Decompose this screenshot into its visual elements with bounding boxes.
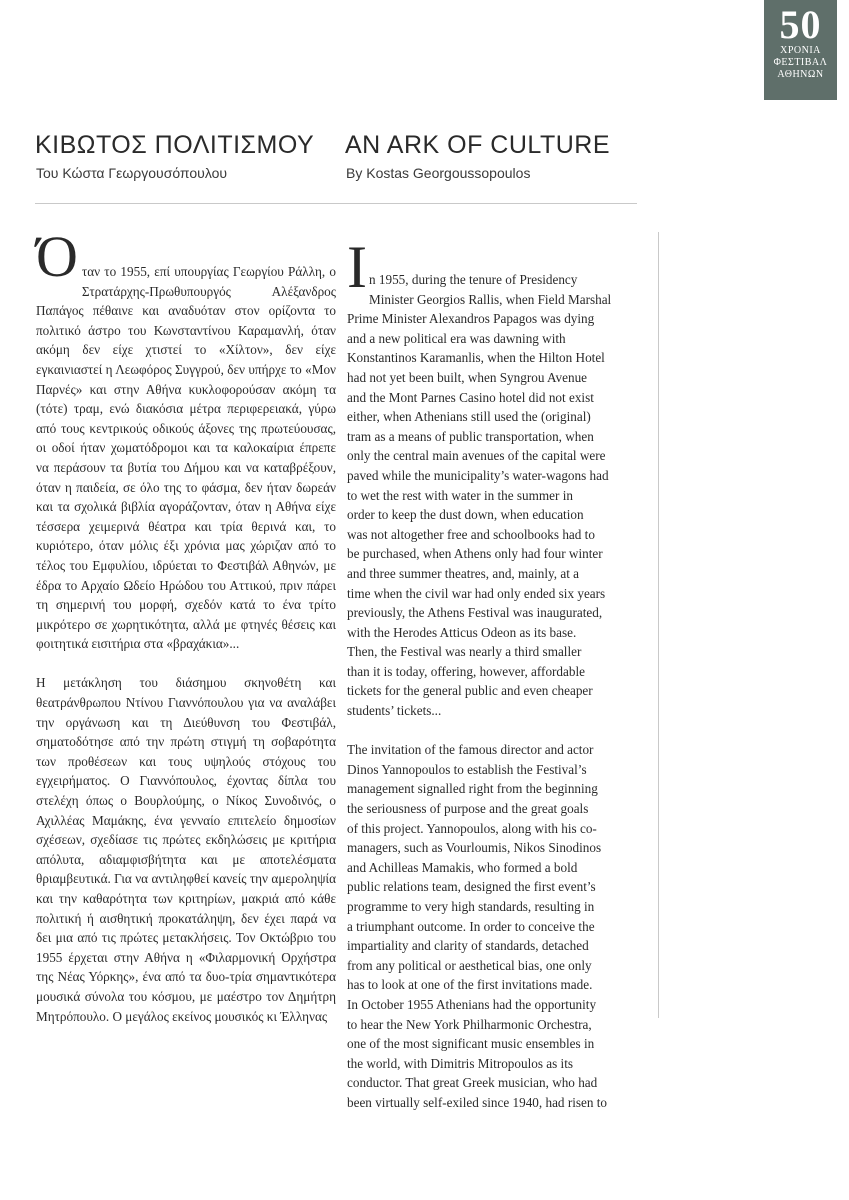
english-paragraph-1-line: tram as a means of public transportation, when bbox=[347, 428, 594, 444]
english-paragraph-1-line: Prime Minister Alexandros Papagos was dying bbox=[347, 311, 595, 327]
english-paragraph-1-line: time when the civil war had only ended six years bbox=[347, 585, 606, 601]
english-paragraph-2-line: one of the most significant music ensembles in bbox=[347, 1036, 595, 1052]
english-paragraph-1-line: be purchased, when Athens only had four winter bbox=[347, 546, 603, 562]
english-title: AN ARK OF CULTURE bbox=[345, 131, 611, 159]
english-paragraph-1-line: and three summer theatres, and, mainly, at a bbox=[347, 565, 580, 581]
english-paragraph-2-line: to hear the New York Philharmonic Orchestra, bbox=[347, 1016, 592, 1032]
english-paragraph-1-text bbox=[347, 272, 611, 718]
english-paragraph-2-line: In October 1955 Athenians had the opportunity bbox=[347, 996, 597, 1012]
greek-byline: Του Κώστα Γεωργουσόπουλου bbox=[36, 165, 228, 181]
english-paragraph-1-line: than it is today, offering, however, affordable bbox=[347, 663, 585, 679]
english-paragraph-1-line: n 1955, during the tenure of Presidency bbox=[368, 272, 578, 287]
english-paragraph-2-line: managers, such as Vourloumis, Nikos Sinodinos bbox=[347, 840, 602, 856]
greek-title: ΚΙΒΩΤΟΣ ΠΟΛΙΤΙΣΜΟΥ bbox=[35, 131, 315, 159]
greek-paragraph-2: Η μετάκληση του διάσημου σκηνοθέτη και θεατράνθρωπου Ντίνου Γιαννόπουλου για να αναλάβει την οργάνωση και τη Διεύθυνση του Φεστιβάλ, σηματοδότησε από την πρώτη στιγμή τη σοβαρότητα των προθέσεων και τους υψηλούς στόχους του εγχειρήματος. Ο Γιαννόπουλος, έχοντας δίπλα του στελέχη όπως ο Βουρλούμης, ο Νίκος Συνοδινός, ο Αχιλλέας Μαμάκης, ένα γενναίο επιτελείο δημοσίων σχέσεων, σχεδίασε τις πρώτες εκδηλώσεις με κριτήρια απόλυτα, αδιαμφισβήτητα και με αποτελέσματα θριαμβευτικά. Για να αντιληφθεί κανείς την αμεροληψία και την καθαρότητα των κριτηρίων, μακριά από κάθε πολιτική ή αισθητική προκατάληψη, δεν έχει παρά να δει μια από τις πρώτες μετακλήσεις. Τον Οκτώβριο του 1955 έρχεται στην Αθήνα η «Φιλαρμονική Ορχήστρα της Νέας Υόρκης», ένα από τα δυο-τρία σημαντικότερα μουσικά σύνολα του κόσμου, με μαέστρο τον Δημήτρη Μητρόπουλο. Ο μεγάλος εκείνος μουσικός κι Έλληνας bbox=[36, 675, 336, 1024]
english-paragraph-2-line: impartiality and clarity of standards, detached bbox=[347, 938, 589, 954]
english-paragraph-1-line: was not altogether free and schoolbooks had to bbox=[347, 526, 595, 542]
greek-article bbox=[36, 224, 336, 1026]
english-paragraph-2-line: programme to very high standards, resulting in bbox=[347, 899, 595, 914]
english-byline: By Kostas Georgoussopoulos bbox=[346, 165, 531, 181]
english-paragraph-1-line: paved while the municipality’s water-wagons had bbox=[347, 467, 609, 483]
english-paragraph-1-line: Minister Georgios Rallis, when Field Marshal bbox=[368, 291, 612, 307]
english-paragraph-1-line: and the Mont Parnes Casino hotel did not exist bbox=[347, 389, 594, 405]
english-paragraph-1-line: had not yet been built, when Syngrou Avenue bbox=[347, 369, 588, 385]
english-paragraph-2-line: public relations team, designed the first event’s bbox=[347, 879, 596, 895]
english-paragraph-2-line: conductor. That great Greek musician, who had bbox=[347, 1075, 598, 1091]
english-paragraph-1-line: tickets for the general public and even cheaper bbox=[347, 683, 593, 699]
english-paragraph-2-line: a triumphant outcome. In order to conceive the bbox=[347, 918, 595, 934]
english-paragraph-2-line: the seriousness of purpose and the great goals bbox=[347, 801, 589, 817]
english-paragraph-1-line: and a new political era was dawning with bbox=[347, 330, 566, 346]
english-article bbox=[347, 234, 639, 1113]
english-paragraph-2-line: the world, with Dimitris Mitropoulos as its bbox=[347, 1055, 574, 1071]
english-paragraph-1-line: only the central main avenues of the capital were bbox=[347, 448, 606, 464]
english-paragraph-1-line: either, when Athenians still used the (original) bbox=[347, 409, 591, 425]
english-paragraph-2-line: The invitation of the famous director and actor bbox=[347, 742, 594, 758]
english-paragraph-2-line: has to look at one of the first invitations made. bbox=[347, 977, 593, 993]
english-paragraph-1-line: to wet the rest with water in the summer in bbox=[347, 487, 573, 503]
english-paragraph-1-line: Konstantinos Karamanlis, when the Hilton Hotel bbox=[347, 350, 605, 366]
badge-number: 50 bbox=[779, 2, 822, 47]
badge-line-3: ΑΘΗΝΩΝ bbox=[777, 69, 824, 80]
english-paragraph-1-line: students’ tickets... bbox=[347, 703, 442, 719]
greek-paragraph-1-text: ταν το 1955, επί υπουργίας Γεωργίου Ράλλη, ο Στρατάρχης-Πρωθυπουργός Αλέξανδρος Παπάγος πέθαινε και αναδυόταν στον ορίζοντα το πολιτικό άστρο του Κωνσταντίνου Καραμανλή, όταν ακόμη δεν είχε χτιστεί το «Χίλτον», δεν είχε εγκαινιαστεί η Λεωφόρος Συγγρού, δεν υπήρχε το «Μον Παρνές» και στην Αθήνα κυκλοφορούσαν ακόμη τα (τότε) τραμ, ενώ διακόσια μέτρα περιφερειακά, γύρω από τους κεντρικούς οδικούς άξονες της πρωτεύουσας, οι οδοί ήταν χωματόδρομοι και τα καλοκαίρια έπρεπε να περάσουν τα βυτία του Δήμου και να καταβρέξουν, όταν η παιδεία, σε όλο της το φάσμα, δεν ήταν δωρεάν και τα σχολικά βιβλία αγοράζονταν, όταν η Αθήνα είχε τέσσερα χειμερινά θέατρα και τρία θερινά και, το κυριότερο, όταν μόλις έξι χρόνια μας χώριζαν από το τέλος του Εμφυλίου, ιδρύεται το Φεστιβάλ Αθηνών, με έδρα το Αρχαίο Ωδείο Ηρώδου του Αττικού, πριν πάρει τη σημερινή του μορφή, σχεδόν κατά το ένα τρίτο μικρότερο σε χωρητικότητα, αλλά με φτηνές θέσεις και φοιτητικά εισιτήρια στα «βραχάκια»... bbox=[36, 264, 336, 652]
english-paragraph-2-line: been virtually self-exiled since 1940, had risen to bbox=[347, 1094, 608, 1110]
english-paragraph-2-line: management signalled right from the beginning bbox=[347, 781, 598, 797]
english-paragraph-2-line: Dinos Yannopoulos to establish the Festival’s bbox=[347, 761, 587, 777]
english-paragraph-2-line: of this project. Yannopoulos, along with his co- bbox=[347, 820, 597, 836]
anniversary-badge bbox=[764, 0, 837, 100]
english-dropcap: I bbox=[347, 234, 367, 300]
english-paragraph-1-line: with the Herodes Atticus Odeon as its base. bbox=[347, 624, 577, 640]
badge-line-1: ΧΡΟΝΙΑ bbox=[780, 45, 821, 56]
english-paragraph-2-line: from any political or aesthetical bias, one only bbox=[347, 957, 592, 973]
badge-line-2: ΦΕΣΤΙΒΑΛ bbox=[773, 57, 828, 68]
column-divider bbox=[658, 232, 659, 1018]
english-paragraph-2-line: and Achilleas Mamakis, who formed a bold bbox=[347, 859, 578, 875]
english-paragraph-1-line: order to keep the dust down, when education bbox=[347, 507, 584, 523]
english-paragraph-1 bbox=[347, 234, 639, 721]
header-divider bbox=[35, 203, 637, 204]
english-paragraph-1-line: Then, the Festival was nearly a third smaller bbox=[347, 644, 582, 660]
english-paragraph-1-line: previously, the Athens Festival was inaugurated, bbox=[347, 605, 603, 621]
english-paragraph-2 bbox=[347, 740, 639, 1112]
greek-paragraph-1 bbox=[36, 224, 336, 654]
greek-dropcap: Ό bbox=[36, 224, 78, 289]
